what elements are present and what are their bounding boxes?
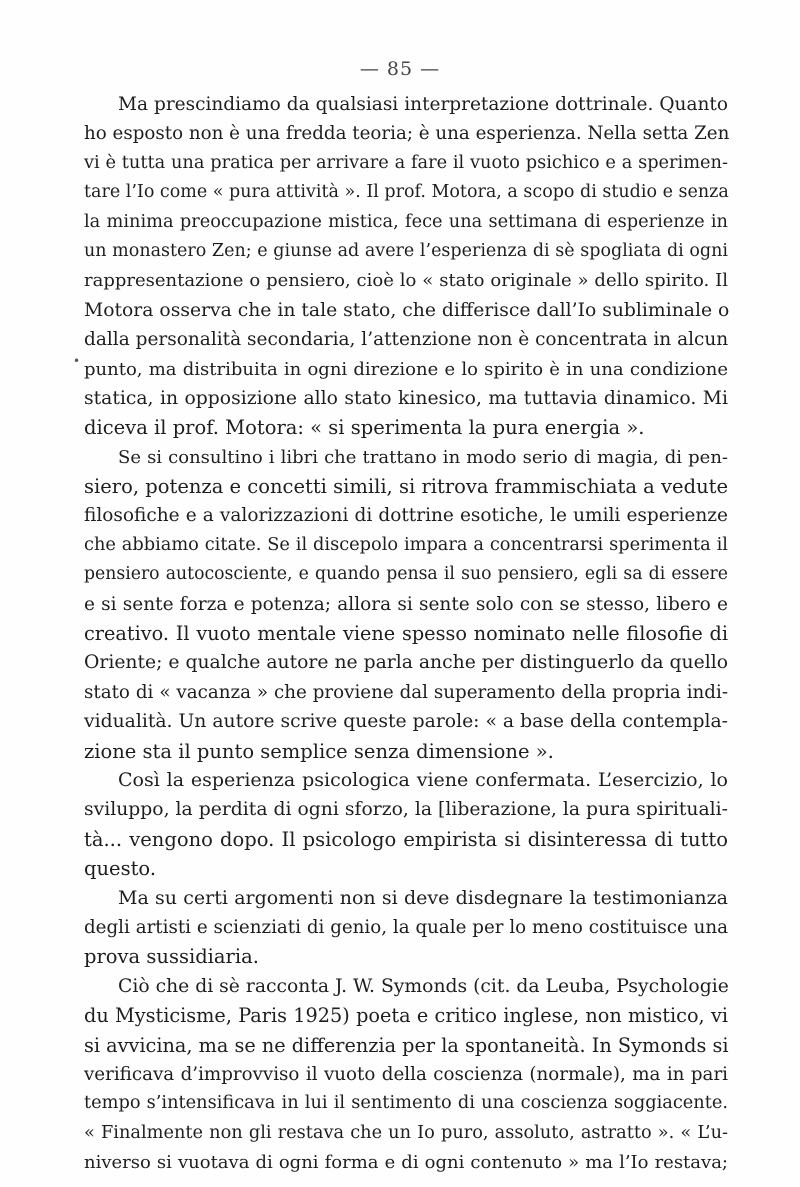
text-line: Motora osserva che in tale stato, che differisce dall’Io subliminale o [84,299,730,321]
text-line: statica, in opposizione allo stato kinesico, ma tuttavia dinamico. Mi [84,387,728,409]
text-line: Così la esperienza psicologica viene confermata. L’esercizio, lo [118,768,728,791]
text-line: siero, potenza e concetti simili, si ritrova frammischiata a vedute [84,475,728,499]
body-text [84,90,728,1177]
text-line: sviluppo, la perdita di ogni sforzo, la [liberazione, la pura spirituali- [84,799,728,821]
text-line: creativo. Il vuoto mentale viene spesso nominato nelle filosofie di [84,622,728,646]
text-line: vi è tutta una pratica per arrivare a fare il vuoto psichico e a sperimen- [84,152,728,173]
page-number: — 85 — [359,58,441,80]
text-line: tempo s’intensificava in lui il sentimento di una coscienza soggiacente. [84,1093,728,1114]
text-line: niverso si vuotava di ogni forma e di ogni contenuto » ma l’Io restava; [84,1152,728,1174]
text-line: rappresentazione o pensiero, cioè lo « stato originale » dello spirito. Il [84,270,728,292]
text-line: dalla personalità secondaria, l’attenzione non è concentrata in alcun [84,329,729,351]
text-line: filosofiche e a valorizzazioni di dottrine esotiche, le umili esperienze [84,505,728,527]
text-line: un monastero Zen; e giunse ad avere l’esperienza di sè spogliata di ogni [84,240,728,261]
text-line: Ma su certi argomenti non si deve disdegnare la testimonianza [118,886,728,909]
text-line: Se si consultino i libri che trattano in modo serio di magia, di pen- [118,446,728,468]
text-line: Ciò che di sè racconta J. W. Symonds (cit. da Leuba, Psychologie [118,975,729,997]
text-line: Ma prescindiamo da qualsiasi interpretazione dottrinale. Quanto [118,94,728,115]
text-line: « Finalmente non gli restava che un Io puro, assoluto, astratto ». « L’u- [84,1122,728,1143]
text-line: tà... vengono dopo. Il psicologo empirista si disinteressa di tutto [84,827,728,851]
margin-mark: • [73,354,81,368]
text-line: la minima preoccupazione mistica, fece una settimana di esperienze in [84,211,728,232]
text-line: degli artisti e scienziati di genio, la quale per lo meno costituisce una [84,916,728,938]
text-line: pensiero autocosciente, e quando pensa il suo pensiero, egli sa di essere [84,564,728,585]
text-line: du Mysticisme, Paris 1925) poeta e critico inglese, non mistico, vi [84,1004,728,1028]
text-line: prova sussidiaria. [84,945,259,969]
text-line: ho esposto non è una fredda teoria; è una esperienza. Nella setta Zen [84,123,730,145]
text-line: si avvicina, ma se ne differenzia per la spontaneità. In Symonds si [84,1033,729,1057]
text-line: tare l’Io come « pura attività ». Il prof. Motora, a scopo di studio e senza [84,182,729,203]
text-line: questo. [84,857,157,881]
text-line: Oriente; e qualche autore ne parla anche per distinguerlo da quello [84,652,728,674]
text-line: vidualità. Un autore scrive queste parole: « a base della contempla- [84,711,728,733]
text-line: verificava d’improvviso il vuoto della coscienza (normale), ma in pari [84,1063,728,1085]
text-line: diceva il prof. Motora: « si sperimenta la pura energia ». [84,416,645,440]
text-line: che abbiamo citate. Se il discepolo impara a concentrarsi sperimenta il [84,534,728,555]
text-line: e si sente forza e potenza; allora si sente solo con se stesso, libero e [84,593,728,615]
text-line: zione sta il punto semplice senza dimensione ». [84,739,554,763]
text-line: punto, ma distribuita in ogni direzione e lo spirito è in una condizione [84,358,728,380]
text-line: stato di « vacanza » che proviene dal superamento della propria indi- [84,681,728,703]
